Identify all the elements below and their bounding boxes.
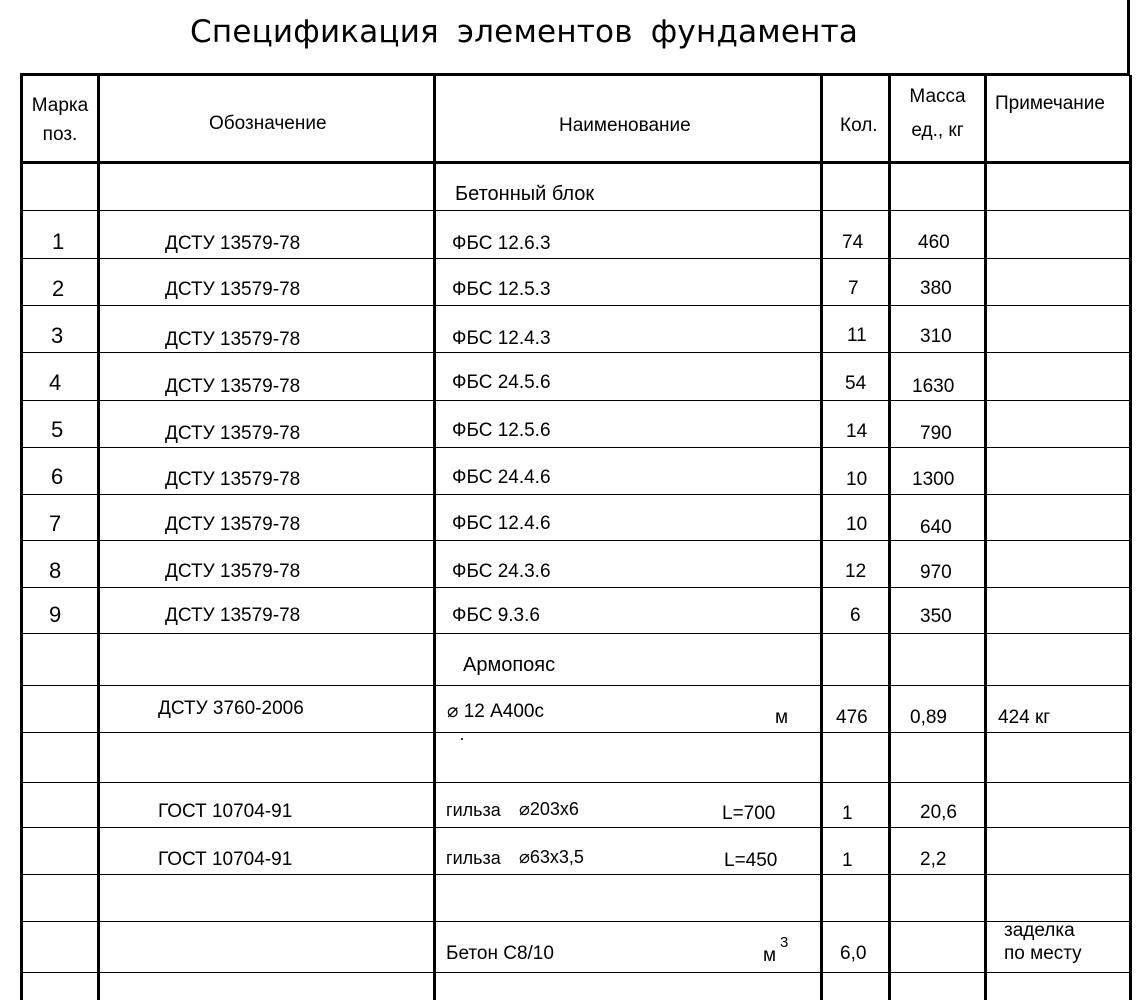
cell-name: ФБС 12.5.3 xyxy=(452,279,551,300)
cell-mark: 2 xyxy=(52,276,65,301)
cell-mark: 6 xyxy=(51,464,64,489)
cell-size: ⌀63х3,5 xyxy=(519,847,584,867)
header-name: Наименование xyxy=(559,115,691,136)
cell-mass: 1630 xyxy=(912,376,955,397)
cell-name: ФБС 24.5.6 xyxy=(452,372,551,393)
cell-name: ФБС 24.3.6 xyxy=(452,561,551,582)
col-divider-mass xyxy=(984,73,987,1000)
cell-qty: 6,0 xyxy=(840,943,867,964)
row-line xyxy=(20,633,1130,634)
cell-mark: 5 xyxy=(51,417,64,442)
header-note: Примечание xyxy=(995,93,1105,114)
cell-note: 424 кг xyxy=(998,707,1051,728)
cell-mark: 1 xyxy=(52,229,65,254)
cell-mass: 20,6 xyxy=(920,802,957,823)
page-title: Спецификация элементов фундамента xyxy=(190,14,859,50)
cell-mass: 970 xyxy=(920,562,952,583)
row-line xyxy=(20,305,1130,306)
cell-qty: 10 xyxy=(846,469,868,490)
cell-mass: 640 xyxy=(920,517,952,538)
col-divider-qty xyxy=(888,73,891,1000)
cell-mass: 380 xyxy=(920,278,952,299)
cell-name: ⌀ 12 А400с xyxy=(447,701,545,722)
row-line xyxy=(20,732,1130,733)
cell-qty: 54 xyxy=(845,373,867,394)
row-line xyxy=(20,921,1130,922)
cell-mass: 2,2 xyxy=(920,849,947,870)
right-edge-line xyxy=(1127,0,1130,75)
cell-mass: 350 xyxy=(920,606,952,627)
cell-name: ФБС 12.4.3 xyxy=(452,328,551,349)
cell-name: ФБС 9.3.6 xyxy=(452,605,540,626)
cell-qty: 1 xyxy=(842,803,853,824)
cell-mass: 460 xyxy=(918,232,950,253)
cell-name: ФБС 12.4.6 xyxy=(452,513,551,534)
cell-unit: м xyxy=(775,707,789,728)
cell-designation: ДСТУ 13579-78 xyxy=(165,514,301,535)
table-left-border xyxy=(20,73,23,1000)
header-bottom-border xyxy=(20,161,1130,164)
cell-designation: ДСТУ 13579-78 xyxy=(165,423,301,444)
cell-name: ФБС 24.4.6 xyxy=(452,467,551,488)
cell-designation: ДСТУ 13579-78 xyxy=(165,605,301,626)
cell-note: заделка по месту xyxy=(1004,920,1082,964)
cell-designation: ГОСТ 10704-91 xyxy=(158,849,293,870)
col-divider-name xyxy=(820,73,823,1000)
section-title-blocks: Бетонный блок xyxy=(455,183,595,205)
row-line xyxy=(20,972,1130,973)
cell-designation: ДСТУ 13579-78 xyxy=(165,279,301,300)
row-line xyxy=(20,587,1130,588)
cell-length: L=700 xyxy=(722,803,776,824)
cell-qty: 14 xyxy=(846,421,868,442)
row-line xyxy=(20,827,1130,828)
cell-length: L=450 xyxy=(724,850,778,871)
row-line xyxy=(20,447,1130,448)
header-mass: Масса ед., кг xyxy=(909,86,966,141)
row-line xyxy=(20,782,1130,783)
row-line xyxy=(20,210,1130,211)
cell-qty: 476 xyxy=(836,707,868,728)
cell-designation: ДСТУ 13579-78 xyxy=(165,329,301,350)
row-line xyxy=(20,494,1130,495)
row-line xyxy=(20,400,1130,401)
header-mark: Марка поз. xyxy=(31,95,89,145)
cell-qty: 74 xyxy=(842,232,864,253)
header-designation: Обозначение xyxy=(209,113,327,134)
cell-designation: ДСТУ 13579-78 xyxy=(165,561,301,582)
cell-name: гильза xyxy=(446,848,501,868)
header-qty: Кол. xyxy=(840,115,878,136)
row-line xyxy=(20,352,1130,353)
cell-mark: 8 xyxy=(49,558,62,583)
cell-mass: 0,89 xyxy=(910,707,947,728)
cell-qty: 11 xyxy=(847,325,867,346)
cell-name: Бетон С8/10 xyxy=(446,943,554,964)
cell-name: ФБС 12.5.6 xyxy=(452,420,551,441)
cell-designation: ДСТУ 3760-2006 xyxy=(158,698,304,719)
cell-qty: 7 xyxy=(848,278,859,299)
cell-mark: 4 xyxy=(49,370,62,395)
cell-mass: 310 xyxy=(920,326,952,347)
cell-mark: 3 xyxy=(51,323,64,348)
cell-unit-exponent: 3 xyxy=(780,934,789,951)
cell-qty: 6 xyxy=(850,605,861,626)
cell-size: ⌀203х6 xyxy=(519,799,579,819)
cell-qty: 12 xyxy=(845,561,867,582)
cell-mass: 1300 xyxy=(912,469,955,490)
cell-name: ФБС 12.6.3 xyxy=(452,233,551,254)
col-divider-designation xyxy=(433,73,436,1000)
cell-designation: ДСТУ 13579-78 xyxy=(165,469,301,490)
cell-mass: 790 xyxy=(920,423,952,444)
row-line xyxy=(20,540,1130,541)
cell-designation: ДСТУ 13579-78 xyxy=(165,233,301,254)
cell-mark: 7 xyxy=(49,511,62,536)
cell-qty: 1 xyxy=(842,850,853,871)
right-edge-line-lower xyxy=(1129,75,1132,1000)
table-top-border xyxy=(20,73,1130,76)
row-line xyxy=(20,258,1130,259)
cell-designation: ГОСТ 10704-91 xyxy=(158,801,293,822)
cell-name: гильза xyxy=(446,800,501,820)
speck-mark xyxy=(461,738,463,740)
col-divider-mark xyxy=(97,73,100,1000)
row-line xyxy=(20,874,1130,875)
section-title-armo: Армопояс xyxy=(463,654,556,676)
cell-mark: 9 xyxy=(49,602,62,627)
cell-unit: м xyxy=(763,945,777,966)
row-line xyxy=(20,685,1130,686)
cell-qty: 10 xyxy=(846,514,868,535)
cell-designation: ДСТУ 13579-78 xyxy=(165,376,301,397)
